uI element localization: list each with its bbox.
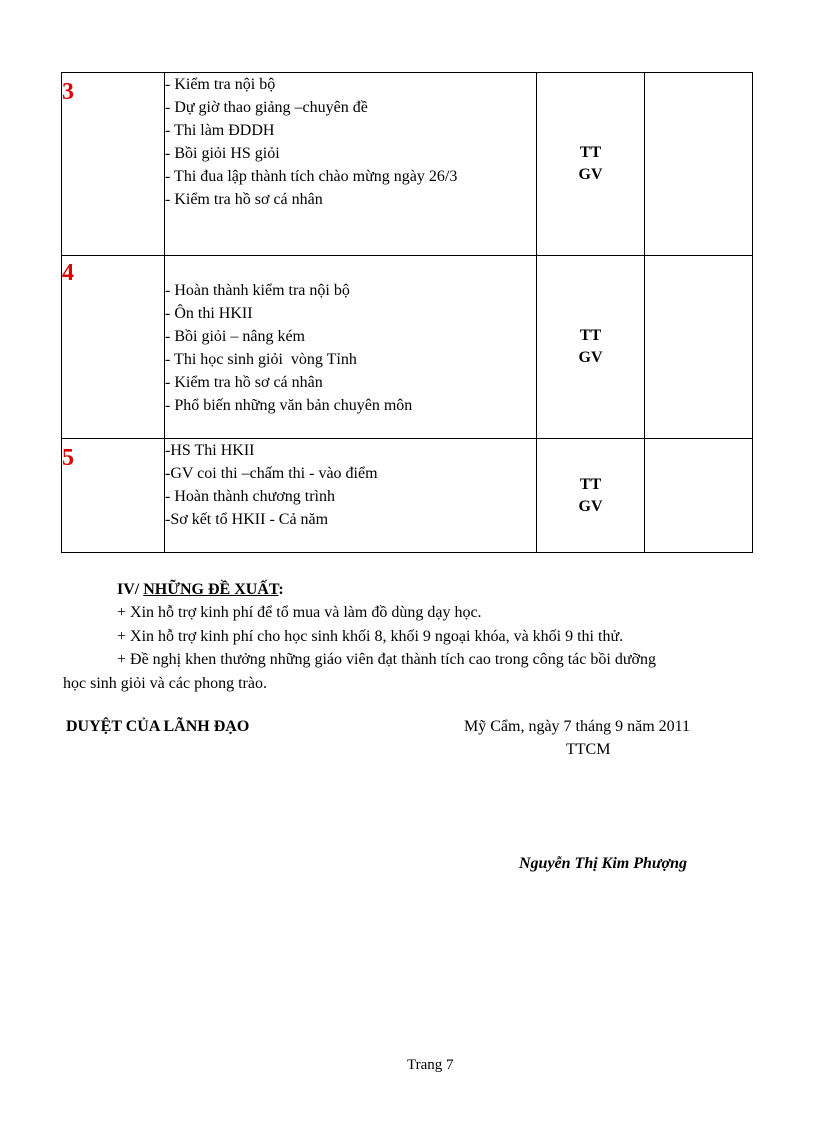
task-item <box>165 256 536 279</box>
note-cell <box>645 439 753 553</box>
responsible-cell <box>537 256 645 439</box>
signer-name: Nguyễn Thị Kim Phượng <box>519 855 687 872</box>
plan-row <box>62 73 753 256</box>
proposals-heading <box>117 578 284 602</box>
plan-row <box>62 256 753 439</box>
responsible-cell <box>537 73 645 256</box>
page-number: Trang 7 <box>407 1057 454 1073</box>
responsible-role: TT <box>579 327 602 344</box>
task-item: - Hoàn thành kiểm tra nội bộ <box>165 282 350 299</box>
task-list <box>165 439 537 553</box>
note-cell <box>645 73 753 256</box>
task-item: - Thi làm ĐDDH <box>165 122 275 139</box>
task-item: - Thi học sinh giỏi vòng Tỉnh <box>165 351 357 368</box>
task-item: - Kiểm tra hồ sơ cá nhân <box>165 191 323 208</box>
responsible-role: GV <box>578 349 603 366</box>
plan-row <box>62 439 753 553</box>
proposal-item-3-line1: + Đề nghị khen thưởng những giáo viên đạt thành tích cao trong công tác bồi dưỡng <box>117 651 656 668</box>
responsible-role: GV <box>578 166 603 183</box>
task-list <box>165 256 537 439</box>
task-item: - Thi đua lập thành tích chào mừng ngày 26/3 <box>165 168 458 185</box>
task-item: -HS Thi HKII <box>165 442 255 459</box>
plan-table-body <box>62 73 753 553</box>
task-item: -Sơ kết tổ HKII - Cả năm <box>165 511 329 528</box>
proposals-heading-prefix: IV/ <box>117 581 144 598</box>
task-list <box>165 73 537 256</box>
approval-title: DUYỆT CỦA LÃNH ĐẠO <box>66 718 250 735</box>
proposal-item-2: + Xin hỗ trợ kinh phí cho học sinh khối 8, khối 9 ngoại khóa, và khối 9 thi thử. <box>117 628 624 645</box>
month-number: 3 <box>62 73 165 256</box>
task-item: - Hoàn thành chương trình <box>165 488 335 505</box>
task-item: - Bồi giỏi – nâng kém <box>165 328 305 345</box>
task-item: - Kiểm tra nội bộ <box>165 76 276 93</box>
task-item: -GV coi thi –chấm thi - vào điểm <box>165 465 378 482</box>
proposal-item-1: + Xin hỗ trợ kinh phí để tổ mua và làm đồ dùng dạy học. <box>117 604 482 621</box>
place-date: Mỹ Cẩm, ngày 7 tháng 9 năm 2011 <box>464 718 691 735</box>
responsible-cell <box>537 439 645 553</box>
proposals-heading-title: NHỮNG ĐỀ XUẤT <box>143 581 279 598</box>
month-number: 5 <box>62 439 165 553</box>
month-number: 4 <box>62 256 165 439</box>
responsible-role: TT <box>579 475 602 493</box>
proposals-heading-suffix: : <box>278 581 284 598</box>
note-cell <box>645 256 753 439</box>
task-item: - Ôn thi HKII <box>165 305 253 322</box>
responsible-role: GV <box>578 497 603 515</box>
task-item: - Kiểm tra hồ sơ cá nhân <box>165 374 323 391</box>
plan-table <box>61 72 753 553</box>
task-item: - Bồi giỏi HS giỏi <box>165 145 280 162</box>
task-item: - Phổ biến những văn bản chuyên môn <box>165 397 413 414</box>
task-item: - Dự giờ thao giảng –chuyên đề <box>165 99 368 116</box>
signer-role: TTCM <box>566 741 611 758</box>
responsible-role: TT <box>579 144 602 161</box>
proposal-item-3-line2: học sinh giỏi và các phong trào. <box>63 675 267 692</box>
